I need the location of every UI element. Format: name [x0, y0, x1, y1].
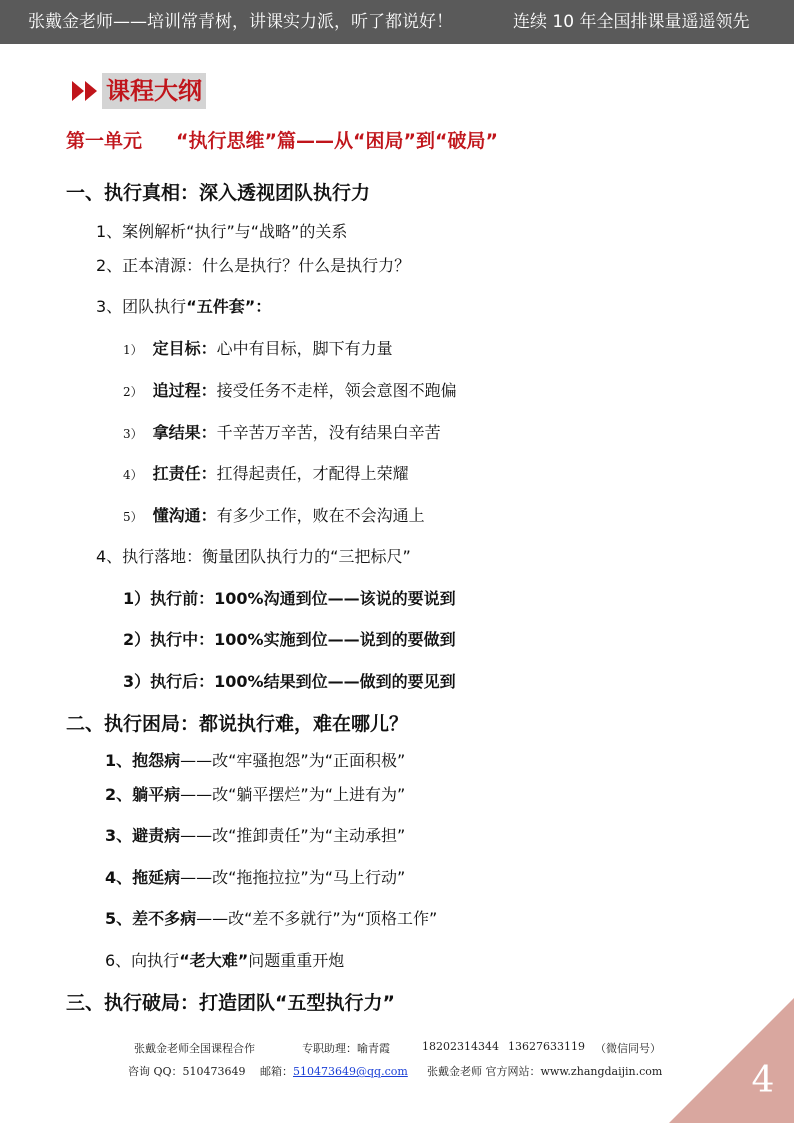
ruler-item-1: 1）执行前：100%沟通到位——该说的要说到 — [123, 589, 456, 608]
section1-heading: 一、执行真相：深入透视团队执行力 — [66, 182, 371, 204]
email-link[interactable]: 510473649@qq.com — [293, 1065, 408, 1078]
five-set-item-4: 4） 扛责任：扛得起责任，才配得上荣耀 — [123, 464, 409, 483]
section1-item-4: 4、执行落地：衡量团队执行力的“三把标尺” — [96, 547, 411, 566]
unit-title: “执行思维”篇——从“困局”到“破局” — [176, 130, 498, 152]
section2-item-1: 1、抱怨病——改“牢骚抱怨”为“正面积极” — [105, 751, 406, 770]
footer-phone-2: 13627633119 — [508, 1040, 585, 1053]
section2-item-6: 6、向执行“老大难”问题重重开炮 — [105, 951, 345, 970]
section2-item-3: 3、避责病——改“推卸责任”为“主动承担” — [105, 826, 406, 845]
section1-item-3: 3、团队执行“五件套”： — [96, 297, 272, 316]
footer-website: 张戴金老师 官方网站：www.zhangdaijin.com — [427, 1065, 663, 1078]
page-number: 4 — [751, 1060, 775, 1101]
section3-heading: 三、执行破局：打造团队“五型执行力” — [66, 992, 395, 1014]
ruler-item-2: 2）执行中：100%实施到位——说到的要做到 — [123, 630, 456, 649]
section2-item-5: 5、差不多病——改“差不多就行”为“顶格工作” — [105, 909, 438, 928]
footer-cooperation: 张戴金老师全国课程合作 — [134, 1042, 255, 1055]
footer-phone-1: 18202314344 — [422, 1040, 499, 1053]
section2-heading: 二、执行困局：都说执行难，难在哪儿？ — [66, 713, 409, 735]
section2-item-4: 4、拖延病——改“拖拖拉拉”为“马上行动” — [105, 868, 406, 887]
five-set-item-5: 5） 懂沟通：有多少工作，败在不会沟通上 — [123, 506, 425, 525]
header-slogan: 张戴金老师——培训常青树，讲课实力派，听了都说好！ — [28, 12, 453, 32]
ruler-item-3: 3）执行后：100%结果到位——做到的要见到 — [123, 672, 456, 691]
unit-heading — [66, 126, 498, 153]
footer-qq: 咨询 QQ：510473649 — [128, 1065, 246, 1078]
unit-label: 第一单元 — [66, 130, 143, 152]
section1-item-1: 1、案例解析“执行”与“战略”的关系 — [96, 222, 348, 241]
section1-item-2: 2、正本清源：什么是执行？什么是执行力？ — [96, 256, 411, 275]
double-arrow-icon — [70, 79, 102, 103]
outline-title: 课程大纲 — [102, 73, 206, 109]
footer-assistant: 专职助理：喻青霞 — [302, 1042, 390, 1055]
footer-wechat-note: （微信同号） — [595, 1042, 661, 1055]
five-set-item-3: 3） 拿结果：千辛苦万辛苦，没有结果白辛苦 — [123, 423, 441, 442]
footer-email: 邮箱：510473649@qq.com — [260, 1065, 408, 1078]
five-set-item-2: 2） 追过程：接受任务不走样，领会意图不跑偏 — [123, 381, 457, 400]
header-tagline: 连续 10 年全国排课量遥遥领先 — [513, 12, 750, 32]
page-header-bar — [0, 0, 794, 44]
five-set-item-1: 1） 定目标：心中有目标，脚下有力量 — [123, 339, 393, 358]
section2-item-2: 2、躺平病——改“躺平摆烂”为“上进有为” — [105, 785, 406, 804]
